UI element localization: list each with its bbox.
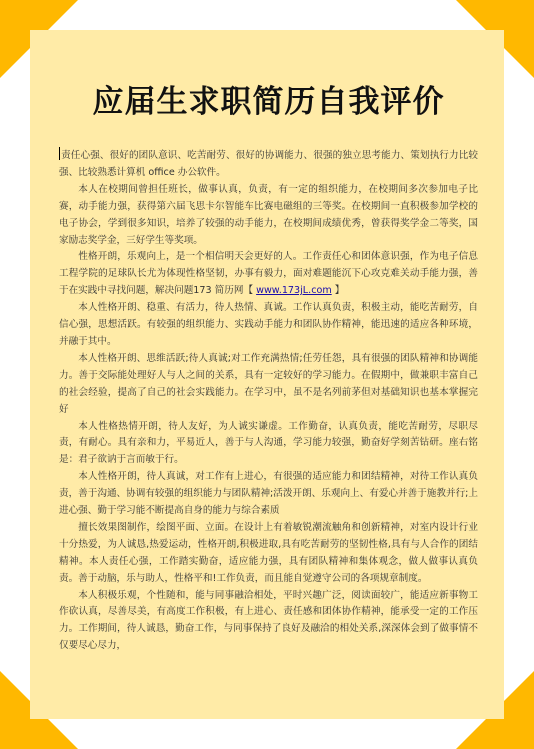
paragraph-2: 本人在校期间曾担任班长，做事认真，负责，有一定的组织能力，在校期间多次参加电子比赛，动手能力强，获得第六届飞思卡尔智能车比赛电磁组的三等奖。在校期间一直积极参加学校的电子协会，学到很多知识，培养了较强的动手能力，在校期间成绩优秀，曾获得奖学金二等奖，国家励志奖学金，三好学生等奖项。 [59,183,478,246]
document-page [30,30,504,719]
paragraph-4: 本人性格开朗、稳重、有活力，待人热情、真诚。工作认真负责，积极主动，能吃苦耐劳，自信心强，思想活跃。有较强的组织能力、实践动手能力和团队协作精神，能迅速的适应各种环境，并融于其中。 [59,302,478,347]
paragraph-5: 本人性格开朗、思维活跃;待人真诚;对工作充满热情;任劳任怨，具有很强的团队精神和协调能力。善于交际能处理好人与人之间的关系，具有一定较好的学习能力。在假期中，做兼职丰富自己的社会经验，提高了自己的社会实践能力。在学习中，虽不是名列前茅但对基础知识也基本掌握完好 [59,352,478,415]
document-body [59,147,478,655]
paragraph-text: 责任心强、很好的团队意识、吃苦耐劳、很好的协调能力、很强的独立思考能力、策划执行力比较强、比较熟悉计算机 office 办公软件。 [59,150,478,178]
text-cursor [59,147,60,160]
page-title: 应届生求职简历自我评价 [92,84,445,120]
paragraph-tail: 】 [331,285,345,297]
paragraph-text: 性格开朗，乐观向上，是一个相信明天会更好的人。工作责任心和团体意识强，作为电子信息工程学院的足球队长尤为体现性格坚韧，办事有毅力，面对难题能沉下心攻克难关动手能力强，善于在实践中寻找问题，解决问题173 简历网【 [59,251,478,297]
website-link[interactable]: www.173jL.com [256,285,332,297]
paragraph-3 [59,249,478,300]
paragraph-6: 本人性格热情开朗，待人友好，为人诚实谦虚。工作勤奋，认真负责，能吃苦耐劳，尽职尽责，有耐心。具有亲和力，平易近人，善于与人沟通，学习能力较强，勤奋好学刻苦钻研。座右铭是：君子欲讷于言而敏于行。 [59,420,478,466]
paragraph-9: 本人积极乐观，个性随和，能与同事融洽相处，平时兴趣广泛，阅读面较广，能适应新事物工作砍认真，尽善尽美，有高度工作积极，有上进心、责任感和团体协作精神，能承受一定的工作压力。工作期间，待人诚恳，勤奋工作，与同事保持了良好及融洽的相处关系,深深体会到了做事情不仅要尽心尽力， [59,589,478,652]
paragraph-7: 本人性格开朗，待人真诚，对工作有上进心，有很强的适应能力和团结精神，对待工作认真负责，善于沟通、协调有较强的组织能力与团队精神;活泼开朗、乐观向上、有爱心并善于施教并行;上进心强、勤于学习能不断提高自身的能力与综合素质 [59,471,478,517]
paragraph-8: 擅长效果图制作，绘图平面、立面。在设计上有着敏锐潮流触角和创新精神，对室内设计行业十分热爱，为人诚恳,热爱运动，性格开朗,积极进取,具有吃苦耐劳的坚韧性格,具有与人合作的团结精神。本人责任心强，工作踏实勤奋，适应能力强，具有团队精神和集体观念，做人做事认真负责。善于动脑，乐与助人，性格平和!工作负责，而且能自觉遵守公司的各项规章制度。 [59,521,478,584]
paragraph-1 [59,147,478,182]
